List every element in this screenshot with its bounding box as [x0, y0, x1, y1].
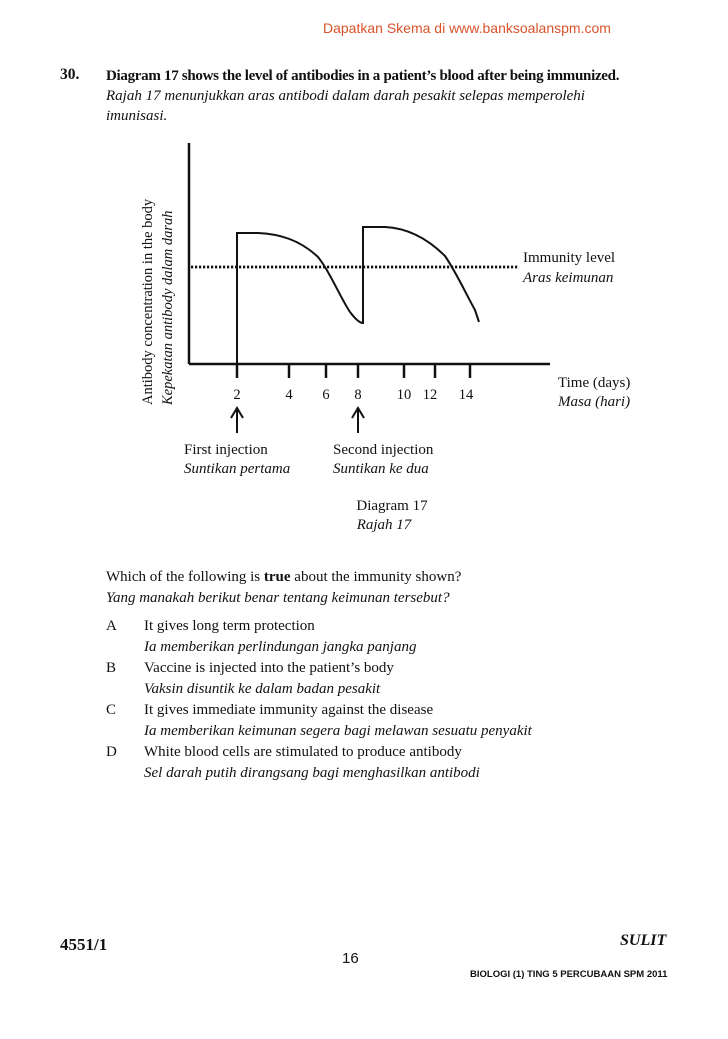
- option-b[interactable]: [106, 658, 706, 699]
- antibody-curve: [237, 227, 479, 364]
- tick-label-12: 12: [422, 387, 438, 403]
- tick-label-6: 6: [322, 387, 330, 403]
- tick-label-2: 2: [233, 387, 241, 403]
- first-injection-english: First injection: [184, 442, 268, 458]
- y-axis-label-english: Antibody concentration in the body: [140, 198, 156, 405]
- paper-code: 4551/1: [60, 935, 108, 954]
- option-letter: A: [106, 618, 117, 634]
- question-stem: [106, 66, 666, 126]
- prompt-text-bold: true: [263, 569, 291, 585]
- page-number: 16: [342, 950, 359, 967]
- first-injection-malay: Suntikan pertama: [184, 461, 291, 477]
- option-text-malay: Ia memberikan keimunan segera bagi melawan sesuatu penyakit: [144, 722, 532, 739]
- exam-title: BIOLOGI (1) TING 5 PERCUBAAN SPM 2011: [470, 969, 668, 980]
- option-text-english: White blood cells are stimulated to produce antibody: [144, 744, 462, 760]
- tick-label-8: 8: [354, 387, 362, 403]
- second-injection-english: Second injection: [333, 442, 434, 458]
- prompt-text-post: about the immunity shown?: [290, 569, 462, 585]
- x-ticks: [237, 364, 470, 378]
- stem-malay-line2: imunisasi.: [106, 108, 168, 124]
- option-text-malay: Sel darah putih dirangsang bagi menghasilkan antibodi: [144, 764, 480, 781]
- immunity-label-malay: Aras keimunan: [523, 270, 614, 286]
- prompt-text-pre: Which of the following is: [106, 569, 264, 585]
- tick-label-4: 4: [285, 387, 293, 403]
- option-letter: B: [106, 660, 117, 676]
- x-axis-label-malay: Masa (hari): [558, 394, 631, 410]
- diagram-caption-english: Diagram 17: [356, 498, 428, 514]
- sulit-label: SULIT: [620, 932, 667, 949]
- first-injection-arrow: [231, 408, 243, 433]
- option-letter: C: [106, 702, 117, 718]
- y-axis-label-malay: Kepekatan antibody dalam darah: [160, 210, 176, 405]
- tick-label-10: 10: [396, 387, 412, 403]
- answer-section: [106, 567, 706, 784]
- option-text-english: It gives long term protection: [144, 618, 315, 634]
- stem-malay-line1: Rajah 17 menunjukkan aras antibodi dalam darah pesakit selepas memperolehi: [106, 88, 585, 104]
- option-text-english: It gives immediate immunity against the disease: [144, 702, 434, 718]
- option-text-malay: Vaksin disuntik ke dalam badan pesakit: [144, 680, 381, 697]
- second-injection-malay: Suntikan ke dua: [333, 461, 429, 477]
- option-a[interactable]: [106, 616, 706, 657]
- option-text-malay: Ia memberikan perlindungan jangka panjang: [144, 638, 417, 655]
- stem-english: Diagram 17 shows the level of antibodies in a patient’s blood after being immunized.: [106, 68, 620, 84]
- option-d[interactable]: [106, 742, 706, 783]
- prompt-english: [106, 567, 706, 588]
- diagram-caption-malay: Rajah 17: [356, 517, 412, 533]
- tick-label-14: 14: [458, 387, 474, 403]
- antibody-diagram: [0, 130, 728, 550]
- question-number: 30.: [60, 66, 80, 83]
- second-injection-arrow: [352, 408, 364, 433]
- immunity-label-english: Immunity level: [523, 250, 616, 266]
- question-prompt: [106, 567, 706, 608]
- option-text-english: Vaccine is injected into the patient’s body: [144, 660, 394, 676]
- x-axis-label-english: Time (days): [558, 375, 631, 391]
- prompt-malay: Yang manakah berikut benar tentang keimunan tersebut?: [106, 589, 450, 606]
- option-letter: D: [106, 744, 117, 760]
- watermark-link[interactable]: Dapatkan Skema di www.banksoalanspm.com: [323, 20, 611, 36]
- option-c[interactable]: [106, 700, 706, 741]
